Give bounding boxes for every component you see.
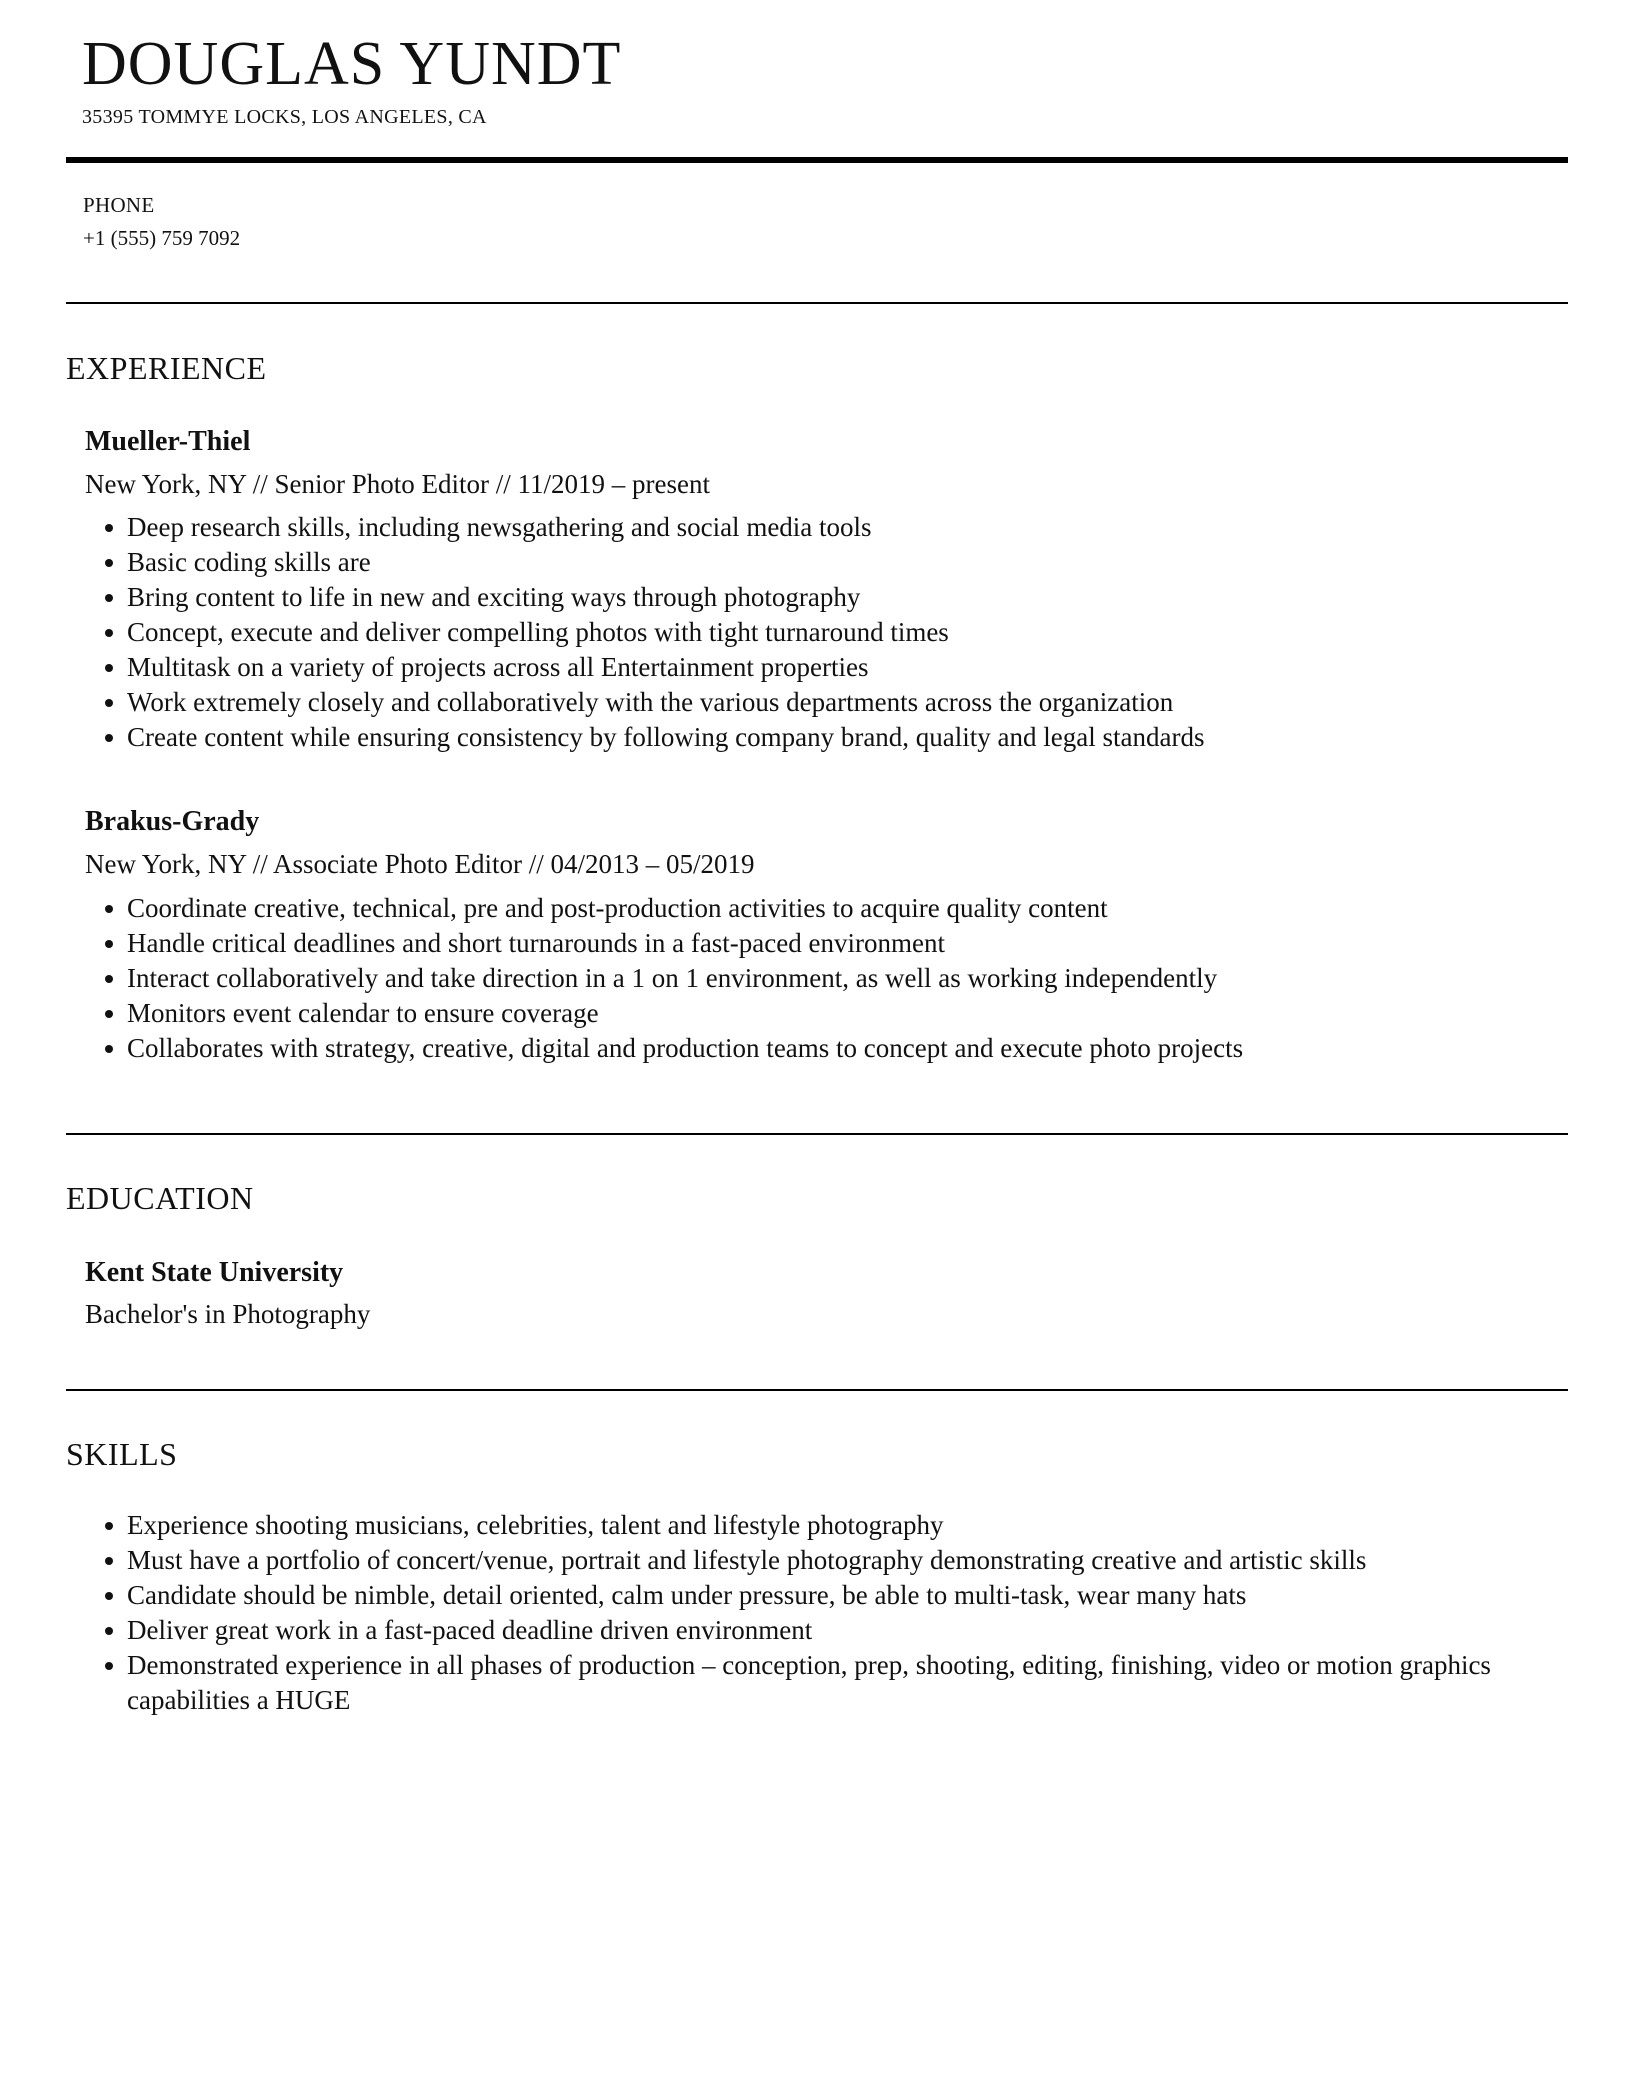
header-divider <box>66 157 1568 163</box>
list-item: Create content while ensuring consistency by following company brand, quality and legal standards <box>127 720 1567 755</box>
list-item: Monitors event calendar to ensure coverage <box>127 996 1567 1031</box>
school-name: Kent State University <box>85 1257 344 1288</box>
list-item: Collaborates with strategy, creative, digital and production teams to concept and execute photo projects <box>127 1031 1567 1066</box>
candidate-address: 35395 TOMMYE LOCKS, LOS ANGELES, CA <box>82 106 487 128</box>
list-item: Deep research skills, including newsgathering and social media tools <box>127 510 1567 545</box>
degree: Bachelor's in Photography <box>85 1299 371 1329</box>
job-company: Brakus-Grady <box>85 806 260 837</box>
skills-section-title: SKILLS <box>66 1436 178 1472</box>
experience-section-title: EXPERIENCE <box>66 350 267 386</box>
list-item: Multitask on a variety of projects across all Entertainment properties <box>127 650 1567 685</box>
job-bullets <box>104 891 1567 1066</box>
education-divider <box>66 1389 1568 1391</box>
list-item: Work extremely closely and collaboratively with the various departments across the organization <box>127 685 1567 720</box>
list-item: Concept, execute and deliver compelling photos with tight turnaround times <box>127 615 1567 650</box>
list-item: Candidate should be nimble, detail oriented, calm under pressure, be able to multi-task, wear many hats <box>127 1578 1567 1613</box>
list-item: Interact collaboratively and take direction in a 1 on 1 environment, as well as working independently <box>127 961 1567 996</box>
list-item: Deliver great work in a fast-paced deadline driven environment <box>127 1613 1567 1648</box>
contact-divider <box>66 302 1568 304</box>
list-item: Must have a portfolio of concert/venue, portrait and lifestyle photography demonstrating creative and artistic skills <box>127 1543 1567 1578</box>
list-item: Basic coding skills are <box>127 545 1567 580</box>
skills-list <box>104 1508 1567 1718</box>
job-meta: New York, NY // Senior Photo Editor // 11/2019 – present <box>85 469 710 499</box>
job-meta: New York, NY // Associate Photo Editor // 04/2013 – 05/2019 <box>85 849 755 879</box>
experience-divider <box>66 1133 1568 1135</box>
list-item: Demonstrated experience in all phases of production – conception, prep, shooting, editing, finishing, video or motion graphics capabilities a HUGE <box>127 1648 1567 1718</box>
candidate-name: DOUGLAS YUNDT <box>82 30 622 98</box>
phone-value: +1 (555) 759 7092 <box>83 226 241 250</box>
job-company: Mueller-Thiel <box>85 426 251 457</box>
job-bullets <box>104 510 1567 755</box>
phone-label: PHONE <box>83 193 155 217</box>
list-item: Coordinate creative, technical, pre and post-production activities to acquire quality content <box>127 891 1567 926</box>
list-item: Handle critical deadlines and short turnarounds in a fast-paced environment <box>127 926 1567 961</box>
list-item: Bring content to life in new and exciting ways through photography <box>127 580 1567 615</box>
list-item: Experience shooting musicians, celebrities, talent and lifestyle photography <box>127 1508 1567 1543</box>
education-section-title: EDUCATION <box>66 1180 254 1216</box>
